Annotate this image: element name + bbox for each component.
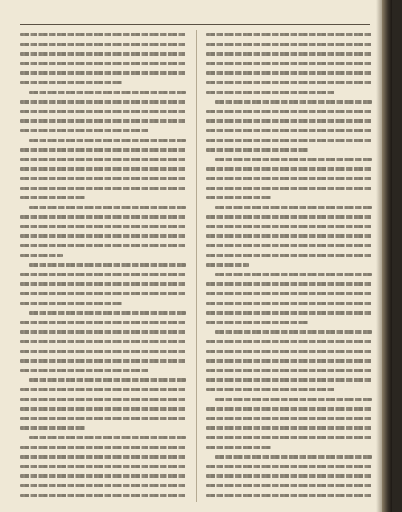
text-line	[20, 366, 186, 376]
text-line	[206, 308, 372, 318]
text-line	[20, 136, 186, 146]
text-line	[206, 49, 372, 59]
text-line	[206, 78, 372, 88]
text-line	[206, 251, 372, 261]
text-line	[20, 289, 186, 299]
header-rule	[20, 24, 370, 25]
text-line	[206, 347, 372, 357]
text-line	[206, 212, 372, 222]
right-column-lines	[206, 30, 372, 500]
text-line	[206, 433, 372, 443]
text-line	[20, 49, 186, 59]
right-column	[206, 30, 372, 502]
text-line	[20, 356, 186, 366]
text-line	[206, 414, 372, 424]
text-line	[20, 395, 186, 405]
text-line	[206, 375, 372, 385]
text-line	[20, 126, 186, 136]
text-line	[20, 491, 186, 501]
book-binding-shadow	[382, 0, 392, 512]
text-line	[206, 88, 372, 98]
text-line	[20, 452, 186, 462]
text-line	[206, 423, 372, 433]
text-line	[20, 443, 186, 453]
text-line	[20, 471, 186, 481]
text-line	[206, 270, 372, 280]
text-line	[20, 462, 186, 472]
text-line	[20, 337, 186, 347]
text-line	[206, 395, 372, 405]
text-line	[20, 78, 186, 88]
text-line	[206, 59, 372, 69]
text-line	[206, 97, 372, 107]
text-line	[20, 184, 186, 194]
text-line	[20, 97, 186, 107]
text-line	[20, 155, 186, 165]
text-line	[206, 491, 372, 501]
text-line	[206, 116, 372, 126]
text-line	[206, 318, 372, 328]
text-line	[206, 174, 372, 184]
text-line	[206, 327, 372, 337]
text-line	[20, 193, 186, 203]
text-line	[206, 299, 372, 309]
text-line	[20, 222, 186, 232]
text-line	[20, 40, 186, 50]
text-line	[206, 155, 372, 165]
text-line	[206, 481, 372, 491]
text-line	[20, 145, 186, 155]
left-column-lines	[20, 30, 186, 500]
left-column	[20, 30, 186, 502]
text-line	[206, 184, 372, 194]
text-line	[206, 241, 372, 251]
text-line	[206, 231, 372, 241]
page-header	[20, 10, 370, 22]
text-line	[206, 385, 372, 395]
text-line	[206, 260, 372, 270]
text-line	[20, 385, 186, 395]
text-line	[206, 279, 372, 289]
text-line	[20, 347, 186, 357]
text-line	[20, 212, 186, 222]
text-line	[20, 299, 186, 309]
text-line	[206, 164, 372, 174]
text-line	[20, 414, 186, 424]
text-line	[20, 231, 186, 241]
text-line	[20, 68, 186, 78]
text-line	[206, 107, 372, 117]
text-columns	[20, 30, 372, 502]
text-line	[206, 366, 372, 376]
text-line	[206, 136, 372, 146]
text-line	[20, 251, 186, 261]
text-line	[206, 462, 372, 472]
text-line	[20, 318, 186, 328]
text-line	[206, 30, 372, 40]
text-line	[20, 107, 186, 117]
text-line	[206, 40, 372, 50]
text-line	[20, 481, 186, 491]
text-line	[20, 241, 186, 251]
text-line	[20, 174, 186, 184]
text-line	[206, 193, 372, 203]
text-line	[206, 222, 372, 232]
text-line	[20, 270, 186, 280]
text-line	[20, 116, 186, 126]
text-line	[20, 260, 186, 270]
text-line	[20, 308, 186, 318]
text-line	[20, 327, 186, 337]
text-line	[20, 423, 186, 433]
text-line	[20, 279, 186, 289]
text-line	[206, 337, 372, 347]
text-line	[206, 452, 372, 462]
text-line	[20, 404, 186, 414]
text-line	[206, 203, 372, 213]
text-line	[20, 203, 186, 213]
text-line	[20, 164, 186, 174]
text-line	[206, 289, 372, 299]
text-line	[206, 145, 372, 155]
text-line	[206, 471, 372, 481]
text-line	[206, 68, 372, 78]
text-line	[20, 433, 186, 443]
text-line	[206, 126, 372, 136]
text-line	[20, 88, 186, 98]
text-line	[206, 356, 372, 366]
text-line	[20, 59, 186, 69]
text-line	[20, 375, 186, 385]
text-line	[206, 443, 372, 453]
column-divider	[196, 30, 197, 502]
text-line	[20, 30, 186, 40]
text-line	[206, 404, 372, 414]
